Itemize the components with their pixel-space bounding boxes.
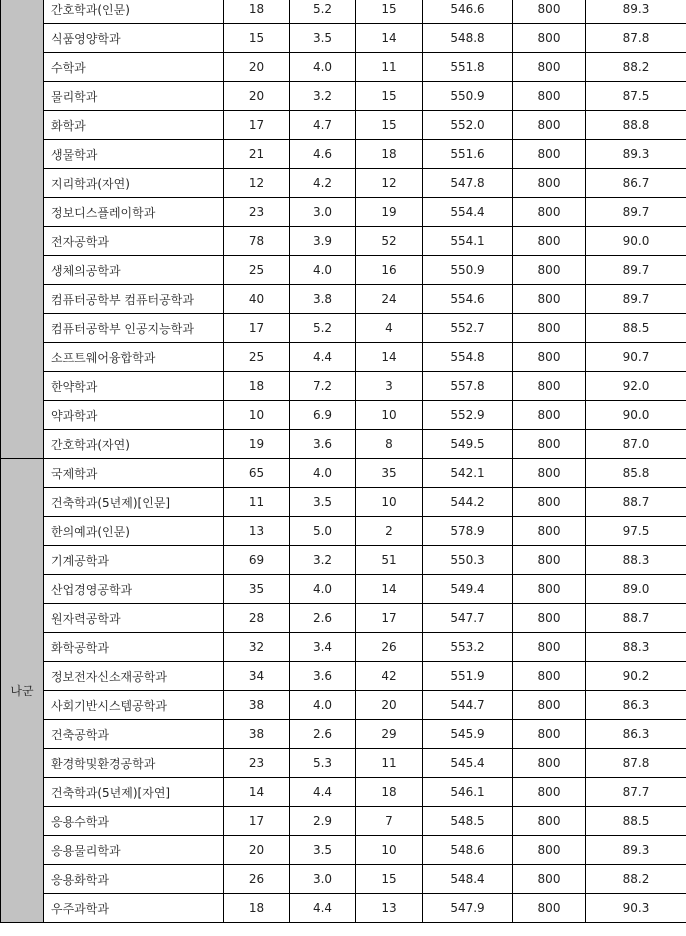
value-cell: 800 bbox=[513, 720, 586, 749]
table-row bbox=[1, 169, 686, 198]
department-name-cell: 응용물리학과 bbox=[44, 836, 224, 865]
department-name-cell: 우주과학과 bbox=[44, 894, 224, 923]
value-cell: 800 bbox=[513, 227, 586, 256]
value-cell: 800 bbox=[513, 459, 586, 488]
value-cell: 87.8 bbox=[586, 749, 686, 778]
value-cell: 17 bbox=[224, 807, 290, 836]
value-cell: 2.6 bbox=[290, 604, 356, 633]
value-cell: 2.6 bbox=[290, 720, 356, 749]
value-cell: 549.5 bbox=[423, 430, 513, 459]
department-name-cell: 사회기반시스템공학과 bbox=[44, 691, 224, 720]
department-name-cell: 정보디스플레이학과 bbox=[44, 198, 224, 227]
value-cell: 40 bbox=[224, 285, 290, 314]
value-cell: 4.0 bbox=[290, 575, 356, 604]
value-cell: 15 bbox=[356, 111, 423, 140]
value-cell: 800 bbox=[513, 749, 586, 778]
value-cell: 557.8 bbox=[423, 372, 513, 401]
table-row bbox=[1, 401, 686, 430]
value-cell: 800 bbox=[513, 169, 586, 198]
value-cell: 25 bbox=[224, 256, 290, 285]
value-cell: 28 bbox=[224, 604, 290, 633]
value-cell: 800 bbox=[513, 285, 586, 314]
value-cell: 89.7 bbox=[586, 198, 686, 227]
table-row bbox=[1, 140, 686, 169]
value-cell: 553.2 bbox=[423, 633, 513, 662]
value-cell: 52 bbox=[356, 227, 423, 256]
table-row bbox=[1, 662, 686, 691]
department-name-cell: 원자력공학과 bbox=[44, 604, 224, 633]
value-cell: 15 bbox=[356, 0, 423, 24]
value-cell: 90.3 bbox=[586, 894, 686, 923]
value-cell: 14 bbox=[356, 575, 423, 604]
group-label-cell bbox=[1, 0, 44, 459]
table-row bbox=[1, 111, 686, 140]
value-cell: 19 bbox=[224, 430, 290, 459]
table-row bbox=[1, 82, 686, 111]
value-cell: 800 bbox=[513, 53, 586, 82]
value-cell: 89.0 bbox=[586, 575, 686, 604]
department-name-cell: 정보전자신소재공학과 bbox=[44, 662, 224, 691]
value-cell: 544.7 bbox=[423, 691, 513, 720]
table-row bbox=[1, 546, 686, 575]
value-cell: 20 bbox=[224, 82, 290, 111]
value-cell: 548.6 bbox=[423, 836, 513, 865]
value-cell: 14 bbox=[356, 24, 423, 53]
value-cell: 10 bbox=[356, 401, 423, 430]
value-cell: 88.7 bbox=[586, 488, 686, 517]
value-cell: 548.8 bbox=[423, 24, 513, 53]
value-cell: 24 bbox=[356, 285, 423, 314]
value-cell: 800 bbox=[513, 140, 586, 169]
value-cell: 4.4 bbox=[290, 894, 356, 923]
value-cell: 800 bbox=[513, 82, 586, 111]
value-cell: 5.0 bbox=[290, 517, 356, 546]
value-cell: 545.9 bbox=[423, 720, 513, 749]
value-cell: 87.7 bbox=[586, 778, 686, 807]
value-cell: 547.9 bbox=[423, 894, 513, 923]
department-name-cell: 소프트웨어융합학과 bbox=[44, 343, 224, 372]
department-name-cell: 화학공학과 bbox=[44, 633, 224, 662]
table-row bbox=[1, 633, 686, 662]
value-cell: 89.7 bbox=[586, 285, 686, 314]
value-cell: 17 bbox=[224, 314, 290, 343]
value-cell: 15 bbox=[224, 24, 290, 53]
value-cell: 549.4 bbox=[423, 575, 513, 604]
department-name-cell: 화학과 bbox=[44, 111, 224, 140]
value-cell: 12 bbox=[224, 169, 290, 198]
value-cell: 34 bbox=[224, 662, 290, 691]
value-cell: 11 bbox=[224, 488, 290, 517]
department-name-cell: 간호학과(자연) bbox=[44, 430, 224, 459]
value-cell: 26 bbox=[356, 633, 423, 662]
group-label-cell: 나군 bbox=[1, 459, 44, 923]
value-cell: 88.2 bbox=[586, 53, 686, 82]
value-cell: 800 bbox=[513, 111, 586, 140]
value-cell: 32 bbox=[224, 633, 290, 662]
value-cell: 18 bbox=[224, 372, 290, 401]
table-row bbox=[1, 0, 686, 24]
value-cell: 88.7 bbox=[586, 604, 686, 633]
value-cell: 89.7 bbox=[586, 256, 686, 285]
department-name-cell: 생체의공학과 bbox=[44, 256, 224, 285]
department-name-cell: 수학과 bbox=[44, 53, 224, 82]
value-cell: 550.9 bbox=[423, 82, 513, 111]
value-cell: 78 bbox=[224, 227, 290, 256]
value-cell: 554.4 bbox=[423, 198, 513, 227]
value-cell: 10 bbox=[356, 836, 423, 865]
value-cell: 85.8 bbox=[586, 459, 686, 488]
value-cell: 548.4 bbox=[423, 865, 513, 894]
value-cell: 578.9 bbox=[423, 517, 513, 546]
value-cell: 13 bbox=[224, 517, 290, 546]
value-cell: 42 bbox=[356, 662, 423, 691]
value-cell: 17 bbox=[356, 604, 423, 633]
value-cell: 800 bbox=[513, 0, 586, 24]
value-cell: 800 bbox=[513, 256, 586, 285]
value-cell: 88.3 bbox=[586, 546, 686, 575]
value-cell: 3.6 bbox=[290, 662, 356, 691]
department-name-cell: 약과학과 bbox=[44, 401, 224, 430]
value-cell: 18 bbox=[224, 894, 290, 923]
value-cell: 5.2 bbox=[290, 314, 356, 343]
value-cell: 2.9 bbox=[290, 807, 356, 836]
value-cell: 3 bbox=[356, 372, 423, 401]
value-cell: 5.3 bbox=[290, 749, 356, 778]
value-cell: 3.5 bbox=[290, 24, 356, 53]
table-row bbox=[1, 894, 686, 923]
value-cell: 65 bbox=[224, 459, 290, 488]
table-row bbox=[1, 256, 686, 285]
value-cell: 800 bbox=[513, 778, 586, 807]
department-name-cell: 응용수학과 bbox=[44, 807, 224, 836]
table-row bbox=[1, 749, 686, 778]
department-name-cell: 건축공학과 bbox=[44, 720, 224, 749]
table-row bbox=[1, 691, 686, 720]
department-name-cell: 지리학과(자연) bbox=[44, 169, 224, 198]
table-body bbox=[1, 0, 686, 923]
value-cell: 14 bbox=[356, 343, 423, 372]
value-cell: 13 bbox=[356, 894, 423, 923]
value-cell: 10 bbox=[224, 401, 290, 430]
value-cell: 7 bbox=[356, 807, 423, 836]
department-name-cell: 산업경영공학과 bbox=[44, 575, 224, 604]
value-cell: 87.8 bbox=[586, 24, 686, 53]
value-cell: 89.3 bbox=[586, 836, 686, 865]
value-cell: 545.4 bbox=[423, 749, 513, 778]
department-name-cell: 컴퓨터공학부 컴퓨터공학과 bbox=[44, 285, 224, 314]
table-row bbox=[1, 198, 686, 227]
table-row bbox=[1, 343, 686, 372]
value-cell: 16 bbox=[356, 256, 423, 285]
department-name-cell: 식품영양학과 bbox=[44, 24, 224, 53]
department-name-cell: 생물학과 bbox=[44, 140, 224, 169]
value-cell: 38 bbox=[224, 691, 290, 720]
value-cell: 35 bbox=[356, 459, 423, 488]
value-cell: 19 bbox=[356, 198, 423, 227]
value-cell: 4 bbox=[356, 314, 423, 343]
value-cell: 800 bbox=[513, 343, 586, 372]
value-cell: 550.9 bbox=[423, 256, 513, 285]
value-cell: 542.1 bbox=[423, 459, 513, 488]
value-cell: 38 bbox=[224, 720, 290, 749]
table-row bbox=[1, 575, 686, 604]
value-cell: 800 bbox=[513, 691, 586, 720]
value-cell: 23 bbox=[224, 749, 290, 778]
value-cell: 551.6 bbox=[423, 140, 513, 169]
value-cell: 88.3 bbox=[586, 633, 686, 662]
value-cell: 3.2 bbox=[290, 546, 356, 575]
value-cell: 554.8 bbox=[423, 343, 513, 372]
value-cell: 3.6 bbox=[290, 430, 356, 459]
value-cell: 87.5 bbox=[586, 82, 686, 111]
department-name-cell: 건축학과(5년제)[자연] bbox=[44, 778, 224, 807]
value-cell: 551.9 bbox=[423, 662, 513, 691]
department-name-cell: 간호학과(인문) bbox=[44, 0, 224, 24]
value-cell: 4.7 bbox=[290, 111, 356, 140]
value-cell: 4.4 bbox=[290, 778, 356, 807]
value-cell: 51 bbox=[356, 546, 423, 575]
value-cell: 15 bbox=[356, 865, 423, 894]
department-name-cell: 한약학과 bbox=[44, 372, 224, 401]
value-cell: 548.5 bbox=[423, 807, 513, 836]
value-cell: 21 bbox=[224, 140, 290, 169]
value-cell: 4.0 bbox=[290, 459, 356, 488]
value-cell: 544.2 bbox=[423, 488, 513, 517]
table-row bbox=[1, 604, 686, 633]
value-cell: 3.5 bbox=[290, 836, 356, 865]
value-cell: 2 bbox=[356, 517, 423, 546]
table-row bbox=[1, 53, 686, 82]
value-cell: 800 bbox=[513, 662, 586, 691]
department-name-cell: 한의예과(인문) bbox=[44, 517, 224, 546]
value-cell: 90.0 bbox=[586, 227, 686, 256]
value-cell: 3.5 bbox=[290, 488, 356, 517]
value-cell: 14 bbox=[224, 778, 290, 807]
value-cell: 90.0 bbox=[586, 401, 686, 430]
value-cell: 546.1 bbox=[423, 778, 513, 807]
value-cell: 90.2 bbox=[586, 662, 686, 691]
value-cell: 86.3 bbox=[586, 691, 686, 720]
value-cell: 88.5 bbox=[586, 807, 686, 836]
value-cell: 7.2 bbox=[290, 372, 356, 401]
table-row bbox=[1, 372, 686, 401]
value-cell: 88.5 bbox=[586, 314, 686, 343]
value-cell: 552.9 bbox=[423, 401, 513, 430]
department-name-cell: 국제학과 bbox=[44, 459, 224, 488]
value-cell: 4.0 bbox=[290, 691, 356, 720]
value-cell: 800 bbox=[513, 894, 586, 923]
table-row bbox=[1, 430, 686, 459]
value-cell: 20 bbox=[224, 53, 290, 82]
value-cell: 800 bbox=[513, 401, 586, 430]
value-cell: 4.6 bbox=[290, 140, 356, 169]
table-row bbox=[1, 488, 686, 517]
value-cell: 89.3 bbox=[586, 0, 686, 24]
department-name-cell: 응용화학과 bbox=[44, 865, 224, 894]
value-cell: 6.9 bbox=[290, 401, 356, 430]
value-cell: 23 bbox=[224, 198, 290, 227]
value-cell: 800 bbox=[513, 546, 586, 575]
department-name-cell: 전자공학과 bbox=[44, 227, 224, 256]
department-name-cell: 컴퓨터공학부 인공지능학과 bbox=[44, 314, 224, 343]
value-cell: 92.0 bbox=[586, 372, 686, 401]
value-cell: 800 bbox=[513, 604, 586, 633]
value-cell: 88.2 bbox=[586, 865, 686, 894]
department-name-cell: 기계공학과 bbox=[44, 546, 224, 575]
value-cell: 551.8 bbox=[423, 53, 513, 82]
value-cell: 12 bbox=[356, 169, 423, 198]
value-cell: 89.3 bbox=[586, 140, 686, 169]
value-cell: 20 bbox=[224, 836, 290, 865]
table-row bbox=[1, 865, 686, 894]
value-cell: 800 bbox=[513, 633, 586, 662]
value-cell: 547.8 bbox=[423, 169, 513, 198]
value-cell: 800 bbox=[513, 575, 586, 604]
value-cell: 25 bbox=[224, 343, 290, 372]
value-cell: 800 bbox=[513, 517, 586, 546]
value-cell: 4.4 bbox=[290, 343, 356, 372]
value-cell: 10 bbox=[356, 488, 423, 517]
table-row bbox=[1, 227, 686, 256]
value-cell: 97.5 bbox=[586, 517, 686, 546]
table-row bbox=[1, 720, 686, 749]
value-cell: 550.3 bbox=[423, 546, 513, 575]
value-cell: 4.0 bbox=[290, 53, 356, 82]
value-cell: 554.1 bbox=[423, 227, 513, 256]
value-cell: 3.0 bbox=[290, 198, 356, 227]
value-cell: 800 bbox=[513, 430, 586, 459]
value-cell: 88.8 bbox=[586, 111, 686, 140]
value-cell: 3.4 bbox=[290, 633, 356, 662]
value-cell: 4.2 bbox=[290, 169, 356, 198]
value-cell: 18 bbox=[356, 778, 423, 807]
table-row bbox=[1, 285, 686, 314]
table-row bbox=[1, 807, 686, 836]
value-cell: 18 bbox=[356, 140, 423, 169]
table-row bbox=[1, 459, 686, 488]
value-cell: 800 bbox=[513, 198, 586, 227]
table-row bbox=[1, 836, 686, 865]
value-cell: 69 bbox=[224, 546, 290, 575]
value-cell: 800 bbox=[513, 836, 586, 865]
table-row bbox=[1, 778, 686, 807]
value-cell: 86.7 bbox=[586, 169, 686, 198]
value-cell: 552.0 bbox=[423, 111, 513, 140]
value-cell: 3.9 bbox=[290, 227, 356, 256]
department-name-cell: 물리학과 bbox=[44, 82, 224, 111]
value-cell: 3.8 bbox=[290, 285, 356, 314]
value-cell: 87.0 bbox=[586, 430, 686, 459]
value-cell: 20 bbox=[356, 691, 423, 720]
value-cell: 86.3 bbox=[586, 720, 686, 749]
value-cell: 8 bbox=[356, 430, 423, 459]
value-cell: 11 bbox=[356, 53, 423, 82]
value-cell: 547.7 bbox=[423, 604, 513, 633]
department-name-cell: 환경학및환경공학과 bbox=[44, 749, 224, 778]
value-cell: 800 bbox=[513, 24, 586, 53]
value-cell: 15 bbox=[356, 82, 423, 111]
value-cell: 18 bbox=[224, 0, 290, 24]
value-cell: 26 bbox=[224, 865, 290, 894]
value-cell: 552.7 bbox=[423, 314, 513, 343]
value-cell: 35 bbox=[224, 575, 290, 604]
value-cell: 4.0 bbox=[290, 256, 356, 285]
value-cell: 800 bbox=[513, 865, 586, 894]
value-cell: 800 bbox=[513, 807, 586, 836]
table-row bbox=[1, 24, 686, 53]
value-cell: 3.0 bbox=[290, 865, 356, 894]
value-cell: 554.6 bbox=[423, 285, 513, 314]
value-cell: 800 bbox=[513, 372, 586, 401]
department-name-cell: 건축학과(5년제)[인문] bbox=[44, 488, 224, 517]
table-row bbox=[1, 314, 686, 343]
value-cell: 90.7 bbox=[586, 343, 686, 372]
table-row bbox=[1, 517, 686, 546]
value-cell: 5.2 bbox=[290, 0, 356, 24]
value-cell: 17 bbox=[224, 111, 290, 140]
value-cell: 29 bbox=[356, 720, 423, 749]
value-cell: 546.6 bbox=[423, 0, 513, 24]
value-cell: 11 bbox=[356, 749, 423, 778]
value-cell: 800 bbox=[513, 488, 586, 517]
value-cell: 800 bbox=[513, 314, 586, 343]
value-cell: 3.2 bbox=[290, 82, 356, 111]
